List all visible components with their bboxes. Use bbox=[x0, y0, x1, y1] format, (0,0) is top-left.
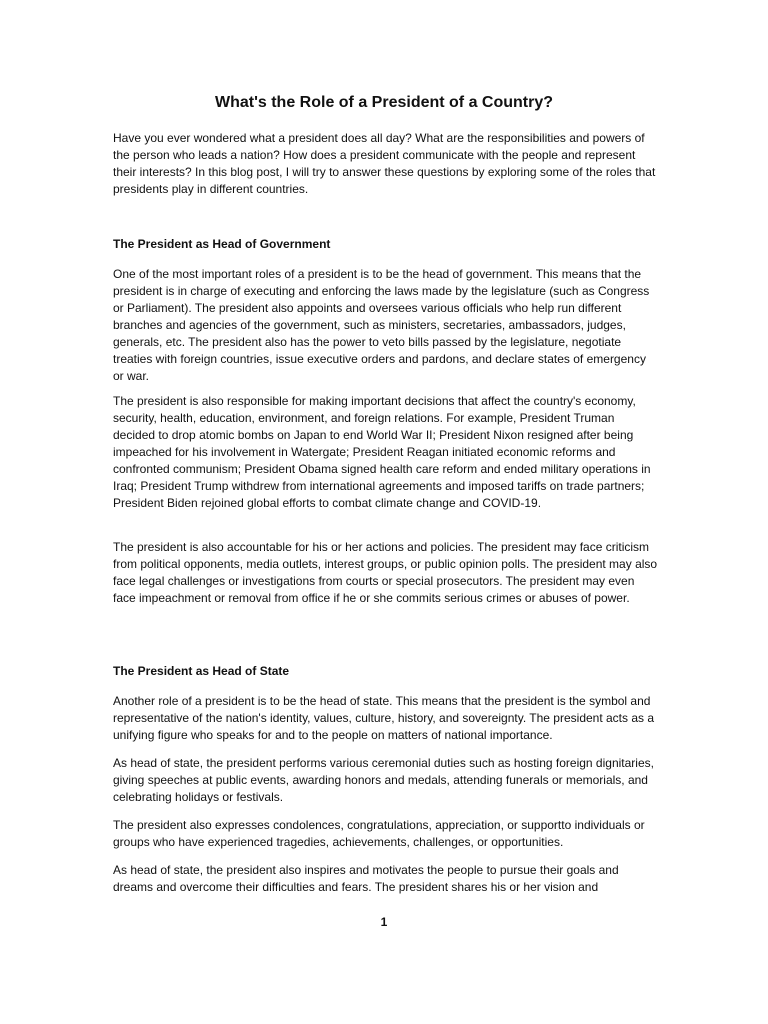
document-title: What's the Role of a President of a Country? bbox=[214, 94, 554, 111]
government-paragraph-2: The president is also responsible for making important decisions that affect the country's economy, security, health, education, environment, and foreign relations. For example, President Truman decided to drop atomic bombs on Japan to end World War II; President Nixon resigned after being impeached for his involvement in Watergate; President Reagan initiated economic reforms and confronted communism; President Obama signed health care reform and ended military operations in Iraq; President Trump withdrew from international agreements and imposed tariffs on trade partners; President Biden rejoined global efforts to combat climate change and COVID-19. bbox=[113, 394, 651, 510]
intro-paragraph: Have you ever wondered what a president does all day? What are the responsibilities and powers of the person who leads a nation? How does a president communicate with the people and represent their interests? In this blog post, I will try to answer these questions by exploring some of the roles that presidents play in different countries. bbox=[113, 131, 656, 196]
government-paragraph-1-block bbox=[113, 266, 658, 385]
state-paragraph-2: As head of state, the president performs various ceremonial duties such as hosting foreign dignitaries, giving speeches at public events, awarding honors and medals, attending funerals or memorials, and celebrating holidays or festivals. bbox=[113, 756, 654, 804]
section-heading-state: The President as Head of State bbox=[113, 664, 290, 678]
state-paragraph-3: The president also expresses condolences, congratulations, appreciation, or supportto individuals or groups who have experienced tragedies, achievements, challenges, or opportunities. bbox=[113, 818, 645, 849]
government-paragraph-3: The president is also accountable for his or her actions and policies. The president may face criticism from political opponents, media outlets, interest groups, or public opinion polls. The president may also face legal challenges or investigations from courts or special prosecutors. The president may even face impeachment or removal from office if he or she commits serious crimes or abuses of power. bbox=[113, 540, 658, 605]
section-heading-government: The President as Head of Government bbox=[113, 237, 331, 251]
state-paragraph-4: As head of state, the president also inspires and motivates the people to pursue their goals and dreams and overcome their difficulties and fears. The president shares his or her vision and bbox=[113, 863, 619, 894]
state-paragraph-1: Another role of a president is to be the head of state. This means that the president is the symbol and representative of the nation's identity, values, culture, history, and sovereignty. The president acts as a unifying figure who speaks for and to the people on matters of national importance. bbox=[113, 694, 655, 742]
state-paragraph-2-block bbox=[113, 755, 658, 806]
government-paragraph-2-block bbox=[113, 393, 658, 512]
section-state bbox=[113, 663, 658, 680]
government-paragraph-1: One of the most important roles of a president is to be the head of government. This means that the president is in charge of executing and enforcing the laws made by the legislature (such as Congress or Parliament). The president also appoints and oversees various officials who help run different branches and agencies of the government, such as ministers, secretaries, ambassadors, judges, generals, etc. The president also has the power to veto bills passed by the legislature, negotiate treaties with foreign countries, issue executive orders and pardons, and declare states of emergency or war. bbox=[113, 267, 650, 383]
intro-paragraph-block bbox=[113, 130, 658, 198]
section-government bbox=[113, 236, 658, 253]
state-paragraph-1-block bbox=[113, 693, 658, 744]
page-number: 1 bbox=[380, 915, 388, 929]
state-paragraph-4-block bbox=[113, 862, 658, 896]
government-paragraph-3-block bbox=[113, 539, 658, 607]
state-paragraph-3-block bbox=[113, 817, 658, 851]
